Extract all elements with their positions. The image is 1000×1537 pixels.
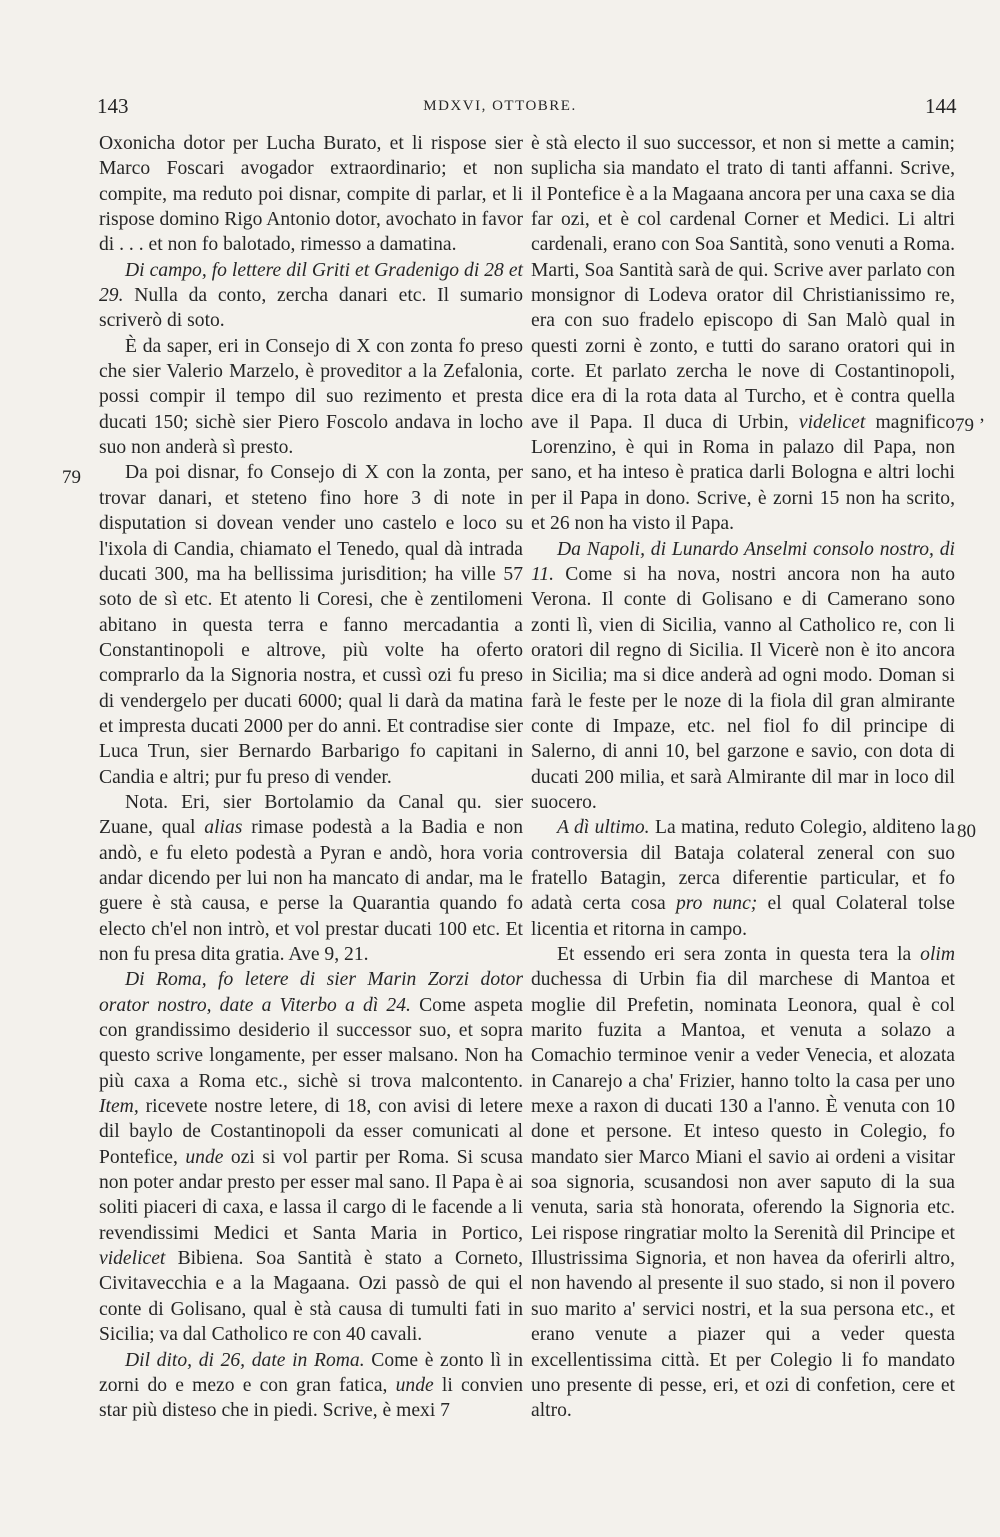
paragraph: È da saper, eri in Consejo di X con zonta fo preso che sier Valerio Marzelo, è proveditor a la Zefalonia, possi compir il tempo dil suo rezimento et presta ducati 150; sichè sier Piero Foscolo andava in locho suo non anderà sì presto. [99, 335, 523, 459]
page-number-right: 144 [925, 94, 957, 118]
margin-note-right-79: 79 ’ [955, 415, 986, 436]
paragraph: Et essendo eri sera zonta in questa tera la olim duchessa di Urbin fia dil marchese di Mantoa et moglie dil Prefetin, nominata Leonora, qual è col marito fuzita a Mantoa, et venuta a solazo a Comachio terminoe venir a veder Venecia, et alozata in Canarejo a cha' Frizier, hanno tolto la casa per uno mexe a raxon di ducati 130 a l'anno. È venuta con 10 done et persone. Et inteso questo in Colegio, fo mandato sier Marco Miani el savio ai ordeni a visitar soa signoria, scusandosi non aver saputo di la sua venuta, saria stà honorata, oferendo la Signoria etc. Lei rispose ringratiar molto la Serenità dil Principe et Illustrissima Signoria, et non havea da oferirli altro, non havendo al presente il suo stado, si non il povero suo marito a' servici nostri, et la sua persona etc., et erano venute a piazer qui a veder questa excellentissima città. Et per Colegio li fo mandato uno presente di pesse, eri, et ozi di confetion, cere et altro. [531, 944, 955, 1422]
paragraph: Di campo, fo lettere dil Griti et Gradenigo di 28 et 29. Nulla da conto, zercha danari etc. Il sumario scriverò di soto. [99, 259, 523, 332]
paragraph: Nota. Eri, sier Bortolamio da Canal qu. sier Zuane, qual alias rimase podestà a la Badia e non andò, e fu eleto podestà a Pyran e andò, hora voria andar dicendo per lui non ha mancato di andar, ma le guere è stà causa, e perse la Quarantia quando fo electo ch'el non intrò, et vol prestar ducati 100 etc. Et non fu presa dita gratia. Ave 9, 21. [99, 791, 523, 965]
paragraph: Di Roma, fo letere di sier Marin Zorzi dotor orator nostro, date a Viterbo a dì 24. Come aspeta con grandissimo desiderio il successor suo, et sopra questo scrive longamente, per esser malsano. Non ha più caxa a Roma etc., sichè si trova malcontento. Item, ricevete nostre letere, di 18, con avisi di letere dil baylo de Costantinopoli da esser comunicati al Pontefice, unde ozi si vol partir per Roma. Si scusa non poter andar presto per esser mal sano. Il Papa è ai soliti piaceri di caxa, e lassa il cargo di le facende a li revendissimi Medici et Santa Maria in Portico, videlicet Bibiena. Soa Santità è stato a Corneto, Civitavecchia e a la Magaana. Ozi passò de qui el conte di Golisano, qual è stà causa di tumulti fati in Sicilia; va dal Catholico re con 40 cavali. [99, 969, 524, 1346]
page-number-left: 143 [97, 94, 129, 118]
right-column [531, 131, 955, 1424]
margin-note-left: 79 [62, 467, 81, 488]
margin-note-right-80: 80 [957, 821, 976, 842]
running-title: MDXVI, OTTOBRE. [423, 98, 577, 114]
paragraph: Da Napoli, di Lunardo Anselmi consolo nostro, di 11. Come si ha nova, nostri ancora non ha auto Verona. Il conte di Golisano e di Camerano sono zonti lì, vien di Sicilia, vanno al Catholico re, con li oratori dil regno di Sicilia. Il Vicerè non è ito ancora in Sicilia; ma si dice anderà ad ogni modo. Doman si farà le feste per le noze di la fiola dil gran almirante conte di Impaze, etc. nel fiol fo dil principe di Salerno, di anni 10, bel garzone e savio, con dota di ducati 200 milia, et sarà Almirante dil mar in loco dil suocero. [531, 538, 955, 813]
paragraph: A dì ultimo. La matina, reduto Colegio, alditeno la controversia dil Bataja colateral zeneral con suo fratello Batagin, zerca diferentie particular, et fo adatà certa cosa pro nunc; el qual Colateral tolse licentia et ritorna in campo. [531, 817, 955, 940]
page-header [0, 94, 1000, 124]
paragraph: Oxonicha dotor per Lucha Burato, et li rispose sier Marco Foscari avogador extraordinario; et non compite, ma reduto poi disnar, compite di parlar, et li rispose domino Rigo Antonio dotor, avochato in favor di . . . et non fo balotado, rimesso a damatina. [99, 133, 523, 256]
paragraph: è stà electo il suo successor, et non si mette a camin; suplicha sia mandato el trato di tanti affanni. Scrive, il Pontefice è a la Magaana ancora per una caxa se dia far ozi, et è col cardenal Corner et Medici. Li altri cardenali, erano con Soa Santità, sono venuti a Roma. Marti, Soa Santità sarà de qui. Scrive aver parlato con monsignor di Lodeva orator dil Christianissimo re, era con suo fradelo episcopo di San Malò qual in questi zorni è zonto, e tutti do sarano oratori qui in corte. Et parlato zercha le nove di Costantinopoli, dice era di la rota data al Turcho, et è contra quella ave il Papa. Il duca di Urbin, videlicet magnifico Lorenzino, è qui in Roma in palazo dil Papa, non sano, et ha inteso è pratica darli Bologna e altri lochi per il Papa in dono. Scrive, è zorni 15 non ha scrito, et 26 non ha visto il Papa. [531, 133, 955, 535]
paragraph: Da poi disnar, fo Consejo di X con la zonta, per trovar danari, et steteno fino hore 3 di note in disputation si dovean vender uno castelo e loco su l'ixola di Candia, chiamato el Tenedo, qual dà intrada ducati 300, ma ha bellissima jurisdition; ha ville 57 soto de sì etc. Et atento li Coresi, che è zentilomeni abitano in questa terra e fanno mercadantia a Constantinopoli e altrove, più volte ha oferto comprarlo da la Signoria nostra, et cussì ozi fu preso di vendergelo per ducati 6000; qual li darà da matina et impresta ducati 2000 per do anni. Et contradise sier Luca Trun, sier Bernardo Barbarigo fo capitani in Candia e altri; pur fu preso di vender. [99, 462, 523, 788]
left-column [99, 131, 523, 1424]
paragraph: Dil dito, di 26, date in Roma. Come è zonto lì in zorni do e mezo e con gran fatica, unde li convien star più disteso che in piedi. Scrive, è mexi 7 [99, 1349, 523, 1422]
